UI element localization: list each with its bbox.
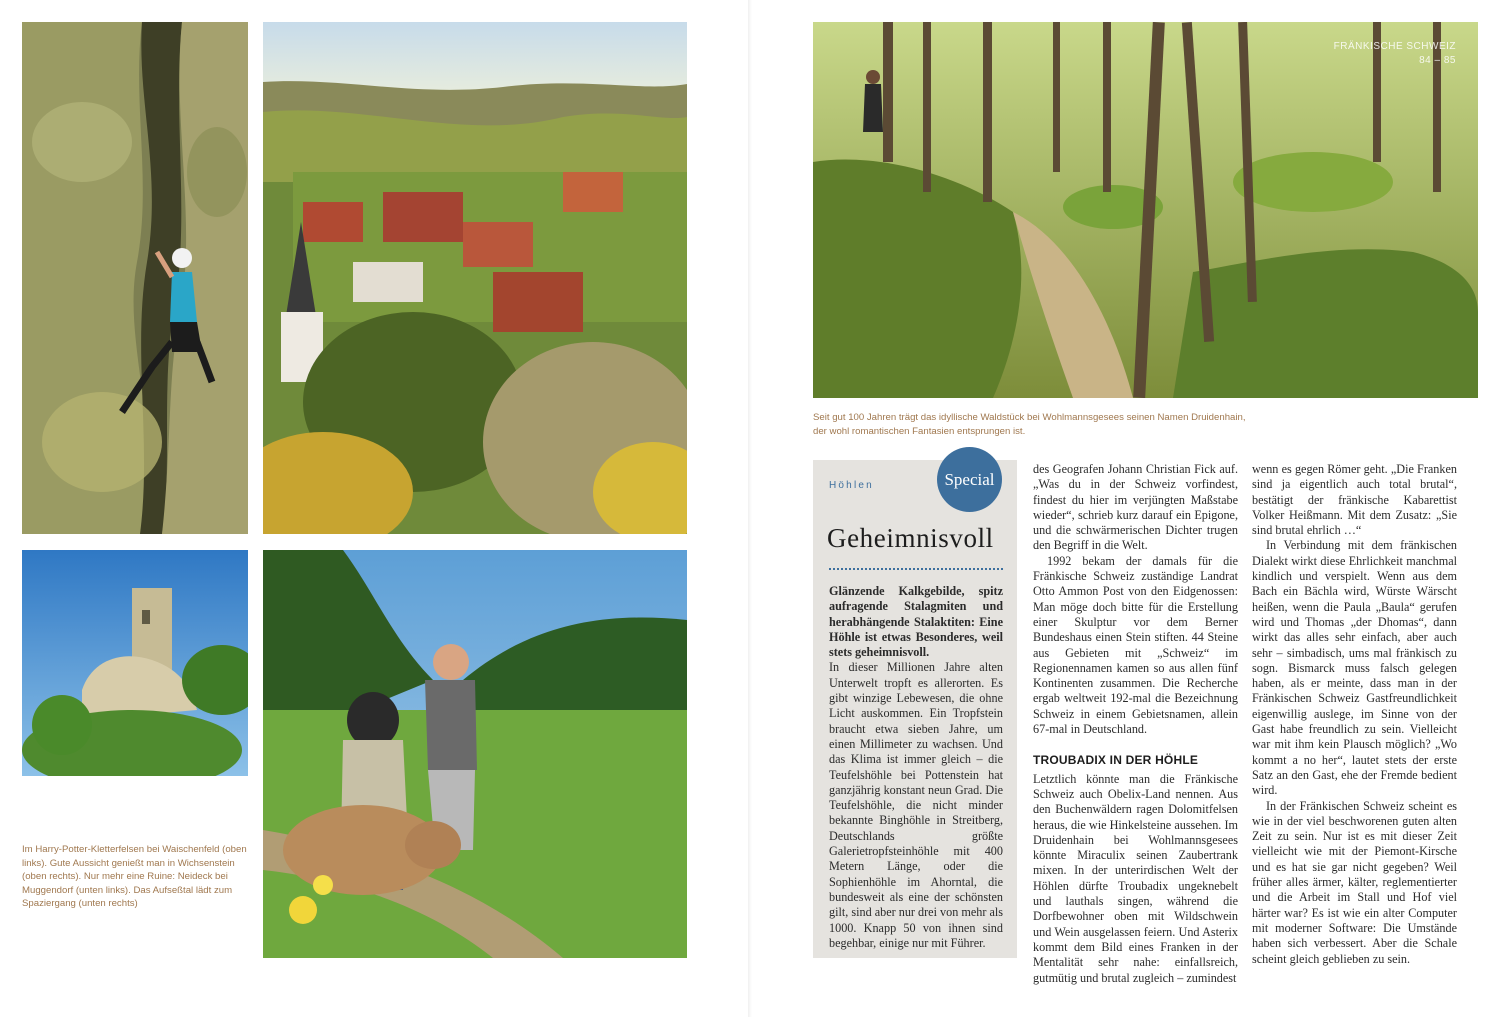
special-kicker: Höhlen <box>829 480 874 491</box>
photo-caption-right: Seit gut 100 Jahren trägt das idyllische Waldstück bei Wohlmannsgesees seinen Namen Druidenhain, der wohl romantischen Fantasien entsprungen ist. <box>813 412 1246 437</box>
page-gutter <box>748 0 752 1017</box>
article-paragraph: In der Fränkischen Schweiz scheint es wie in der viel beschworenen guten alten Zeit zu sein. Nur ist es mit dieser Zeit vielleicht wie mit der Piemont-Kirsche und es hat sie gar nicht gegeben? Weil früher alles ärmer, kälter, reglementierter und die Arbeit im Stall und Hof viel härter war? Es ist wie ein alter Computer mit moderner Software: Die Umstände haben sich verbessert. Aber die Schale scheint gleich geblieben zu sein. <box>1252 798 1457 966</box>
photo-couple-walking <box>263 550 687 958</box>
dotted-divider <box>829 568 1003 570</box>
special-badge: Special <box>937 447 1002 512</box>
special-lead: Glänzende Kalkgebilde, spitz aufragende Stalagmiten und herabhängende Stalaktiten: Eine Höhle ist etwas Besonderes, weil stets geheimnisvoll. <box>829 584 1003 660</box>
photo-climber <box>22 22 248 534</box>
article-column-1 <box>1033 462 1238 986</box>
photo-castle-ruin <box>22 550 248 776</box>
photo-druidenhain-forest <box>813 22 1478 398</box>
special-headline: Geheimnisvoll <box>827 523 994 553</box>
article-subhead: TROUBADIX IN DER HÖHLE <box>1033 753 1199 768</box>
photo-village-view <box>263 22 687 534</box>
photo-caption-left: Im Harry-Potter-Kletterfelsen bei Waischenfeld (oben links). Gute Aussicht genießt man in Wichsenstein (oben rechts). Nur mehr eine Ruine: Neideck bei Muggendorf (unten links). Das Aufseßtal lädt zum Spaziergang (unten rechts) <box>22 844 247 910</box>
article-paragraph: Letztlich könnte man die Fränkische Schweiz auch Obelix-Land nennen. Aus den Buchenwäldern ragen Dolomitfelsen heraus, die wie Hinkelsteine aussehen. Im Druidenhain bei Wohlmannsgesees könnte Miraculix seinen Zaubertrank mixen. In der unterirdischen Welt der Höhlen dürfte Troubadix ungeknebelt und lauthals singen, während die Dorfbewohner oben mit Wildschwein und Wein ausgelassen feiern. Und Asterix kommt dem Bild eines Franken in der Mentalität sehr nahe: einfallsreich, gutmütig und brutal zugleich – zumindest <box>1033 771 1238 985</box>
article-paragraph: In Verbindung mit dem fränkischen Dialekt wirkt diese Ehrlichkeit manchmal kindlich und verspielt. Wenn aus dem Bach ein Bächla wird, Würste Wärscht heißen, wenn die Paula „Baula“ gerufen wird und Thomas „der Dhomas“, dann wirkt das alles sehr einfach, aber auch sehr – simbadisch, ums mal fränkisch zu sogn. Bismarck muss falsch gelegen haben, als er meinte, dass man in der Fränkischen Schweiz Gastfreundlichkeit eigenwillig auslege, im Sinne von der Gast habe freundlich zu sein. Vielleicht war mit ihm kein Plausch möglich? „Wo kommt a no her“, lautet stets der erste Satz an den Gast, ehe der Fremde bedient wird. <box>1252 538 1457 798</box>
page-header-section: FRÄNKISCHE SCHWEIZ <box>1333 41 1456 52</box>
page-header-pages: 84 – 85 <box>1419 55 1456 66</box>
article-paragraph: 1992 bekam der damals für die Fränkische Schweiz zuständige Landrat Otto Ammon Post von den Eidgenossen: Man möge doch bitte für die Erstellung einer Skulptur vor dem Berner Bundeshaus einen Stein stiften. 44 Steine aus Gebieten mit „Schweiz“ im Regionennamen kamen so aus allen fünf Kontinenten zusammen. Die Recherche ergab weltweit 192-mal die Bezeichnung Schweiz in einem Gebietsnamen, allein 67-mal in Deutschland. <box>1033 553 1238 737</box>
page-header <box>1334 40 1456 68</box>
special-text <box>829 584 1003 951</box>
special-body: In dieser Millionen Jahre alten Unterwelt tropft es allerorten. Es gibt winzige Lebewesen, die ohne Licht auskommen. Ein Tropfstein braucht etwa sieben Jahre, um einen Millimeter zu wachsen. Und das Klima ist immer gleich – die Teufelshöhle bei Pottenstein hat ganzjährig konstant neun Grad. Die Teufelshöhle, die nicht minder bekannte Binghöhle in Streitberg, Deutschlands größte Galerietropfsteinhöhle mit 400 Metern Länge, oder die Sophienhöhle im Ahorntal, die bundesweit als eine der schönsten gilt, sind aber nur drei von mehr als 1000. Knapp 50 von ihnen sind begehbar, einige nur mit Führer. <box>829 660 1003 950</box>
article-paragraph: wenn es gegen Römer geht. „Die Franken sind ja eigentlich auch total brutal“, bestätigt der fränkische Kabarettist Volker Heißmann. Mit dem Zusatz: „Sie sind brutal ehrlich …“ <box>1252 462 1457 538</box>
article-paragraph: des Geografen Johann Christian Fick auf. „Was du in der Schweiz vorfindest, findest du hier im verjüngten Maßstabe wieder“, schrieb kurz darauf ein Epigone, und die schwärmerischen Dichter trugen den Begriff in die Welt. <box>1033 462 1238 553</box>
article-column-2 <box>1252 462 1457 967</box>
